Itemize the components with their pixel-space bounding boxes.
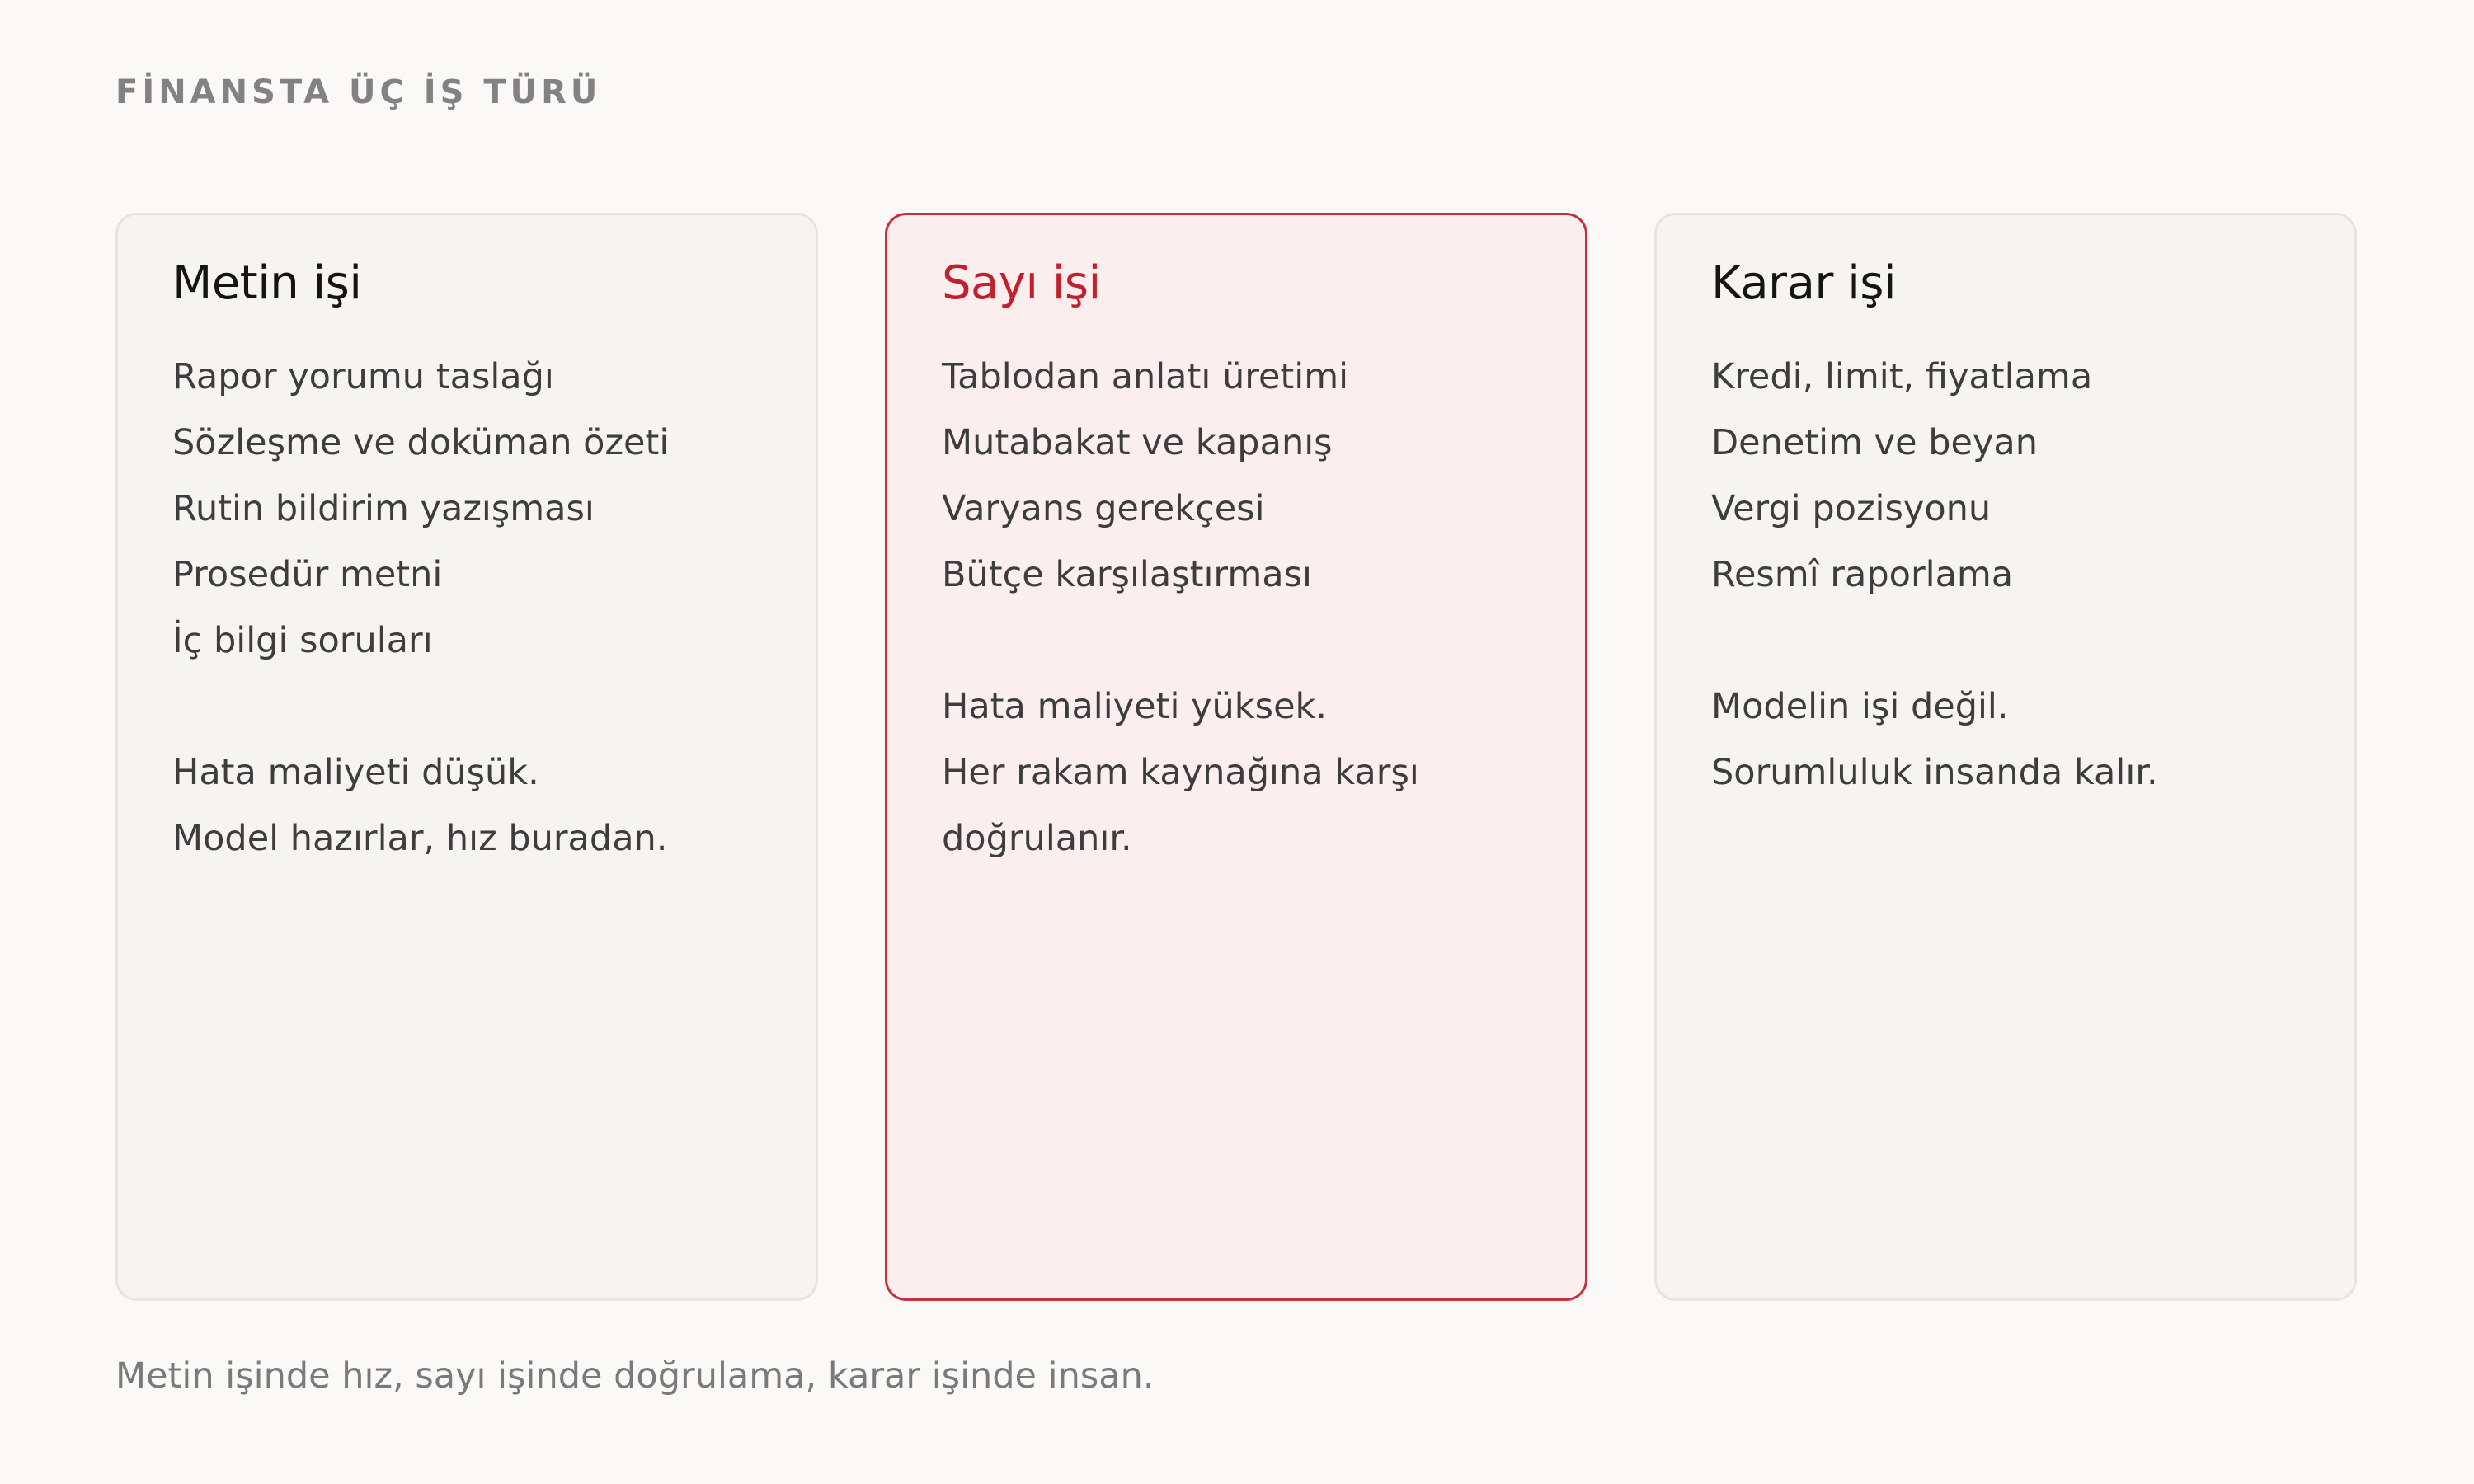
card-item: Resmî raporlama bbox=[1711, 553, 2014, 595]
page-title: FİNANSTA ÜÇ İŞ TÜRÜ bbox=[115, 73, 602, 111]
card-note: Sorumluluk insanda kalır. bbox=[1711, 751, 2158, 793]
card-note: Her rakam kaynağına karşı bbox=[942, 751, 1419, 793]
card-title: Sayı işi bbox=[942, 256, 1101, 310]
spacer bbox=[942, 608, 1531, 674]
card-title: Karar işi bbox=[1711, 256, 1897, 310]
card-item: Rutin bildirim yazışması bbox=[172, 487, 595, 529]
card-sayi-isi bbox=[885, 213, 1587, 1301]
card-note: doğrulanır. bbox=[942, 817, 1132, 859]
card-item: Bütçe karşılaştırması bbox=[942, 553, 1312, 595]
card-item: Varyans gerekçesi bbox=[942, 487, 1265, 529]
card-karar-isi bbox=[1654, 213, 2357, 1301]
card-item: Kredi, limit, fiyatlama bbox=[1711, 355, 2093, 397]
spacer bbox=[1711, 608, 2300, 674]
spacer bbox=[172, 674, 761, 740]
card-title: Metin işi bbox=[172, 256, 362, 310]
card-note: Model hazırlar, hız buradan. bbox=[172, 817, 668, 859]
card-item: Vergi pozisyonu bbox=[1711, 487, 1992, 529]
card-item: Prosedür metni bbox=[172, 553, 443, 595]
card-item: Sözleşme ve doküman özeti bbox=[172, 421, 670, 463]
card-item: İç bilgi soruları bbox=[172, 619, 433, 661]
card-metin-isi bbox=[115, 213, 818, 1301]
card-note: Hata maliyeti yüksek. bbox=[942, 685, 1328, 727]
card-note: Modelin işi değil. bbox=[1711, 685, 2009, 727]
card-item: Tablodan anlatı üretimi bbox=[942, 355, 1349, 397]
card-note: Hata maliyeti düşük. bbox=[172, 751, 539, 793]
card-item: Mutabakat ve kapanış bbox=[942, 421, 1333, 463]
card-item: Denetim ve beyan bbox=[1711, 421, 2039, 463]
card-item: Rapor yorumu taslağı bbox=[172, 355, 554, 397]
footer-summary: Metin işinde hız, sayı işinde doğrulama, karar işinde insan. bbox=[115, 1355, 1155, 1397]
